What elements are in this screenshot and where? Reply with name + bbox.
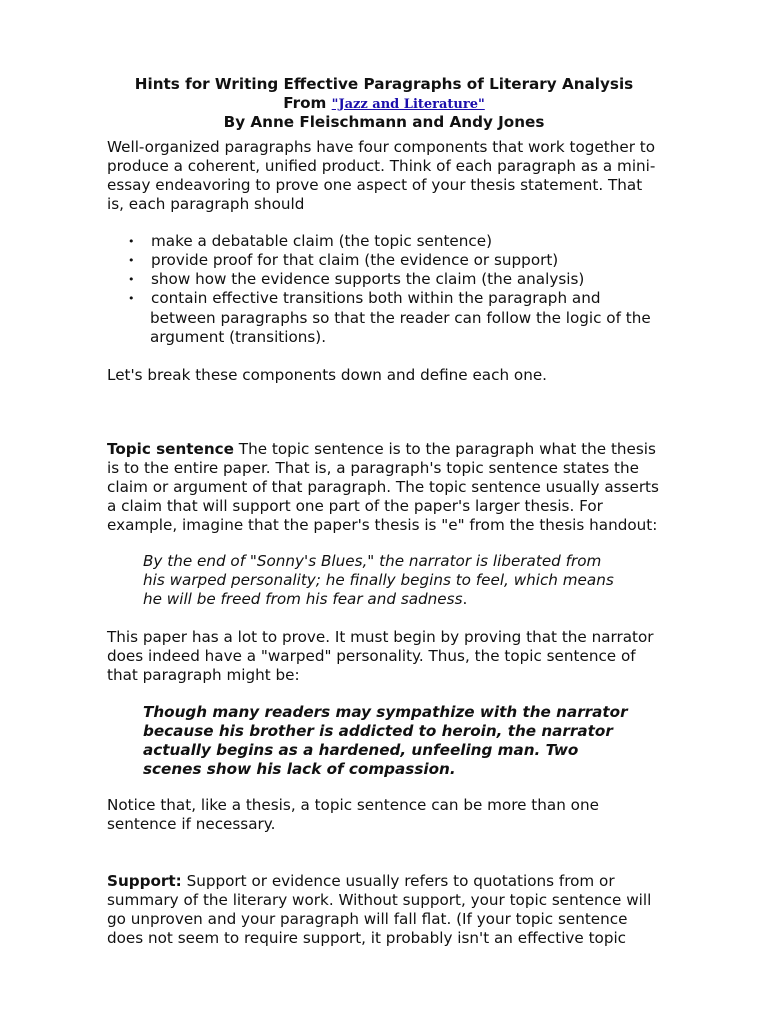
- document-title: Hints for Writing Effective Paragraphs of Literary Analysis: [134, 75, 634, 93]
- support-line: Support: Support or evidence usually refers to quotations from or: [107, 872, 615, 890]
- source-prefix: From: [283, 94, 332, 112]
- bullet-icon: •: [128, 273, 135, 286]
- topic-line: example, imagine that the paper's thesis is "e" from the thesis handout:: [107, 516, 658, 534]
- bullet-icon: •: [128, 235, 135, 248]
- topic-line: claim or argument of that paragraph. The topic sentence usually asserts: [107, 478, 659, 496]
- support-line: does not seem to require support, it probably isn't an effective topic: [107, 929, 627, 947]
- intro-line: produce a coherent, unified product. Think of each paragraph as a mini-: [107, 157, 656, 175]
- authors-line: By Anne Fleischmann and Andy Jones: [223, 113, 545, 131]
- intro-line: essay endeavoring to prove one aspect of your thesis statement. That: [107, 176, 643, 194]
- topic-line: a claim that will support one part of the paper's larger thesis. For: [107, 497, 603, 515]
- component-list: [128, 232, 668, 308]
- quote-line: By the end of "Sonny's Blues," the narrator is liberated from: [143, 552, 602, 570]
- breakdown-sentence: Let's break these components down and define each one.: [107, 366, 547, 384]
- source-line: [0, 94, 768, 114]
- list-item: • contain effective transitions both within the paragraph and: [128, 289, 601, 307]
- list-item-continuation: argument (transitions).: [150, 328, 327, 346]
- quote-line: his warped personality; he finally begins to feel, which means: [143, 571, 614, 589]
- list-item-continuation: between paragraphs so that the reader can follow the logic of the: [150, 309, 651, 327]
- example-line: Though many readers may sympathize with the narrator: [143, 703, 628, 721]
- bullet-icon: •: [128, 292, 135, 305]
- bullet-icon: •: [128, 254, 135, 267]
- example-line: scenes show his lack of compassion.: [143, 760, 456, 778]
- example-line: because his brother is addicted to heroin, the narrator: [143, 722, 613, 740]
- topic-line: Topic sentence The topic sentence is to the paragraph what the thesis: [107, 440, 656, 458]
- list-item: • make a debatable claim (the topic sentence): [128, 232, 492, 250]
- example-line: actually begins as a hardened, unfeeling man. Two: [143, 741, 579, 759]
- source-link[interactable]: "Jazz and Literature": [331, 97, 485, 112]
- notice-line: Notice that, like a thesis, a topic sentence can be more than one: [107, 796, 599, 814]
- intro-line: Well-organized paragraphs have four components that work together to: [107, 138, 656, 156]
- prove-line: This paper has a lot to prove. It must begin by proving that the narrator: [107, 628, 654, 646]
- support-heading: Support:: [107, 872, 182, 890]
- notice-line: sentence if necessary.: [107, 815, 276, 833]
- support-line: go unproven and your paragraph will fall flat. (If your topic sentence: [107, 910, 628, 928]
- list-item: • provide proof for that claim (the evidence or support): [128, 251, 559, 269]
- prove-line: does indeed have a "warped" personality. Thus, the topic sentence of: [107, 647, 636, 665]
- quote-line: he will be freed from his fear and sadness.: [143, 590, 468, 608]
- list-item: • show how the evidence supports the claim (the analysis): [128, 270, 585, 288]
- intro-line: is, each paragraph should: [107, 195, 305, 213]
- prove-line: that paragraph might be:: [107, 666, 300, 684]
- topic-heading: Topic sentence: [107, 440, 234, 458]
- topic-line: is to the entire paper. That is, a paragraph's topic sentence states the: [107, 459, 639, 477]
- support-line: summary of the literary work. Without support, your topic sentence will: [107, 891, 652, 909]
